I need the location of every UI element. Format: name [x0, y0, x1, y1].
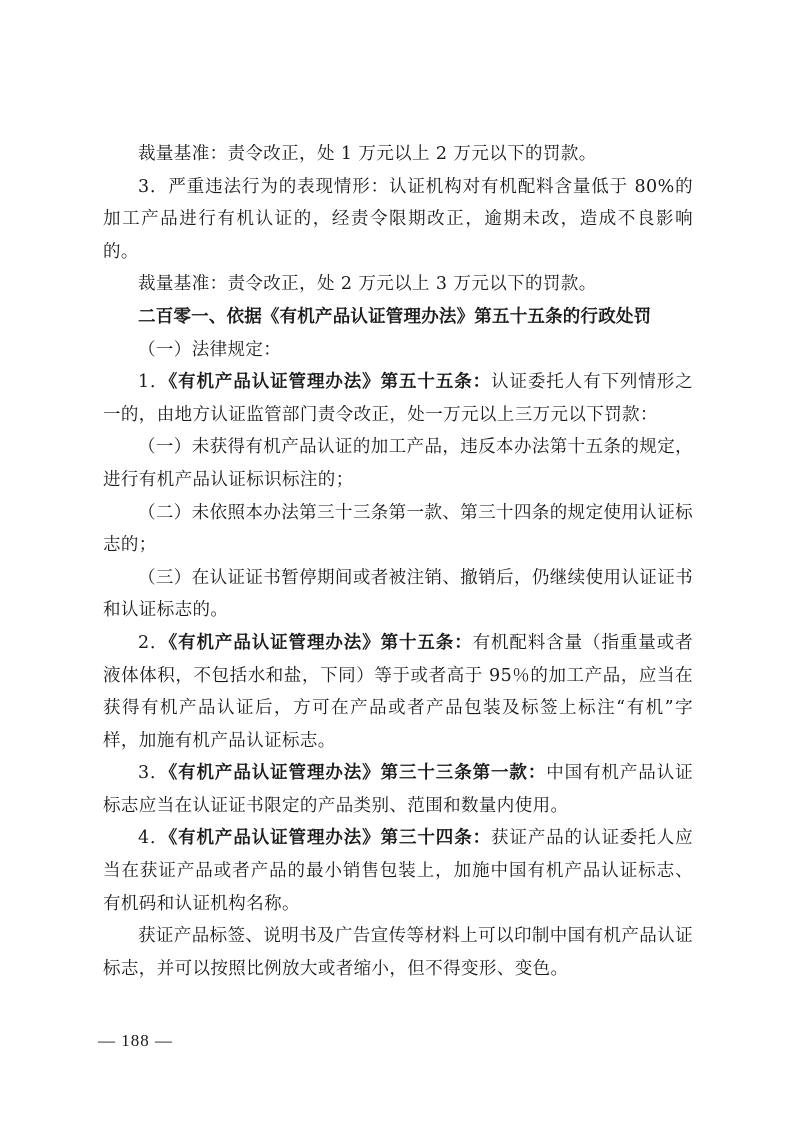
text-run: （二）未依照本办法第三十三条第一款、第三十四条的规定使用认证标志的； — [103, 502, 693, 556]
bold-text: 《有机产品认证管理办法》第三十四条： — [168, 828, 492, 849]
section-heading — [103, 301, 693, 334]
paragraph — [103, 822, 693, 920]
text-run: 2． — [138, 632, 169, 653]
text-run: （一）法律规定： — [138, 339, 282, 360]
page-number: — 188 — — [98, 1031, 173, 1050]
bold-text: 《有机产品认证管理办法》第十五条： — [168, 632, 473, 653]
text-run: （一）未获得有机产品认证的加工产品，违反本办法第十五条的规定，进行有机产品认证标识标注的； — [103, 437, 693, 490]
text-run: 1． — [138, 372, 169, 393]
text-run: 有机配料含量（指重量或者液体体积，不包括水和盐，下同）等于或者高于 95％的加工产品，应当在获得有机产品认证后，方可在产品或者产品包装及标签上标注“有机”字样，加施有机产品认证标志。 — [103, 632, 693, 751]
document-body — [103, 138, 693, 985]
text-run: 中国有机产品认证标志应当在认证证书限定的产品类别、范围和数量内使用。 — [103, 763, 693, 816]
text-run: 裁量基准：责令改正，处 1 万元以上 2 万元以下的罚款。 — [138, 144, 597, 164]
bold-text: 《有机产品认证管理办法》第三十三条第一款： — [168, 763, 547, 784]
text-run: 3．严重违法行为的表现情形：认证机构对有机配料含量低于 80%的加工产品进行有机认证的，经责令限期改正，逾期未改，造成不良影响的。 — [103, 176, 693, 262]
paragraph — [103, 171, 693, 269]
paragraph — [103, 562, 693, 627]
paragraph — [103, 366, 693, 431]
paragraph — [103, 627, 693, 757]
bold-text: 二百零一、依据《有机产品认证管理办法》第五十五条的行政处罚 — [138, 306, 652, 327]
text-run: 裁量基准：责令改正，处 2 万元以上 3 万元以下的罚款。 — [138, 274, 597, 295]
text-run: （三）在认证证书暂停期间或者被注销、撤销后，仍继续使用认证证书和认证标志的。 — [103, 567, 693, 621]
text-run: 获证产品标签、说明书及广告宣传等材料上可以印制中国有机产品认证标志，并可以按照比例放大或者缩小，但不得变形、变色。 — [103, 926, 693, 979]
paragraph — [103, 334, 693, 367]
text-run: 获证产品的认证委托人应当在获证产品或者产品的最小销售包装上，加施中国有机产品认证标志、有机码和认证机构名称。 — [103, 828, 693, 914]
paragraph — [103, 497, 693, 562]
text-run: 3． — [138, 763, 169, 784]
text-run: 4． — [138, 828, 169, 849]
paragraph — [103, 431, 693, 496]
text-run: 认证委托人有下列情形之一的，由地方认证监管部门责令改正，处一万元以上三万元以下罚款： — [103, 372, 693, 425]
paragraph — [103, 268, 693, 301]
paragraph — [103, 138, 693, 171]
paragraph — [103, 757, 693, 822]
bold-text: 《有机产品认证管理办法》第五十五条： — [168, 372, 492, 393]
paragraph — [103, 920, 693, 985]
